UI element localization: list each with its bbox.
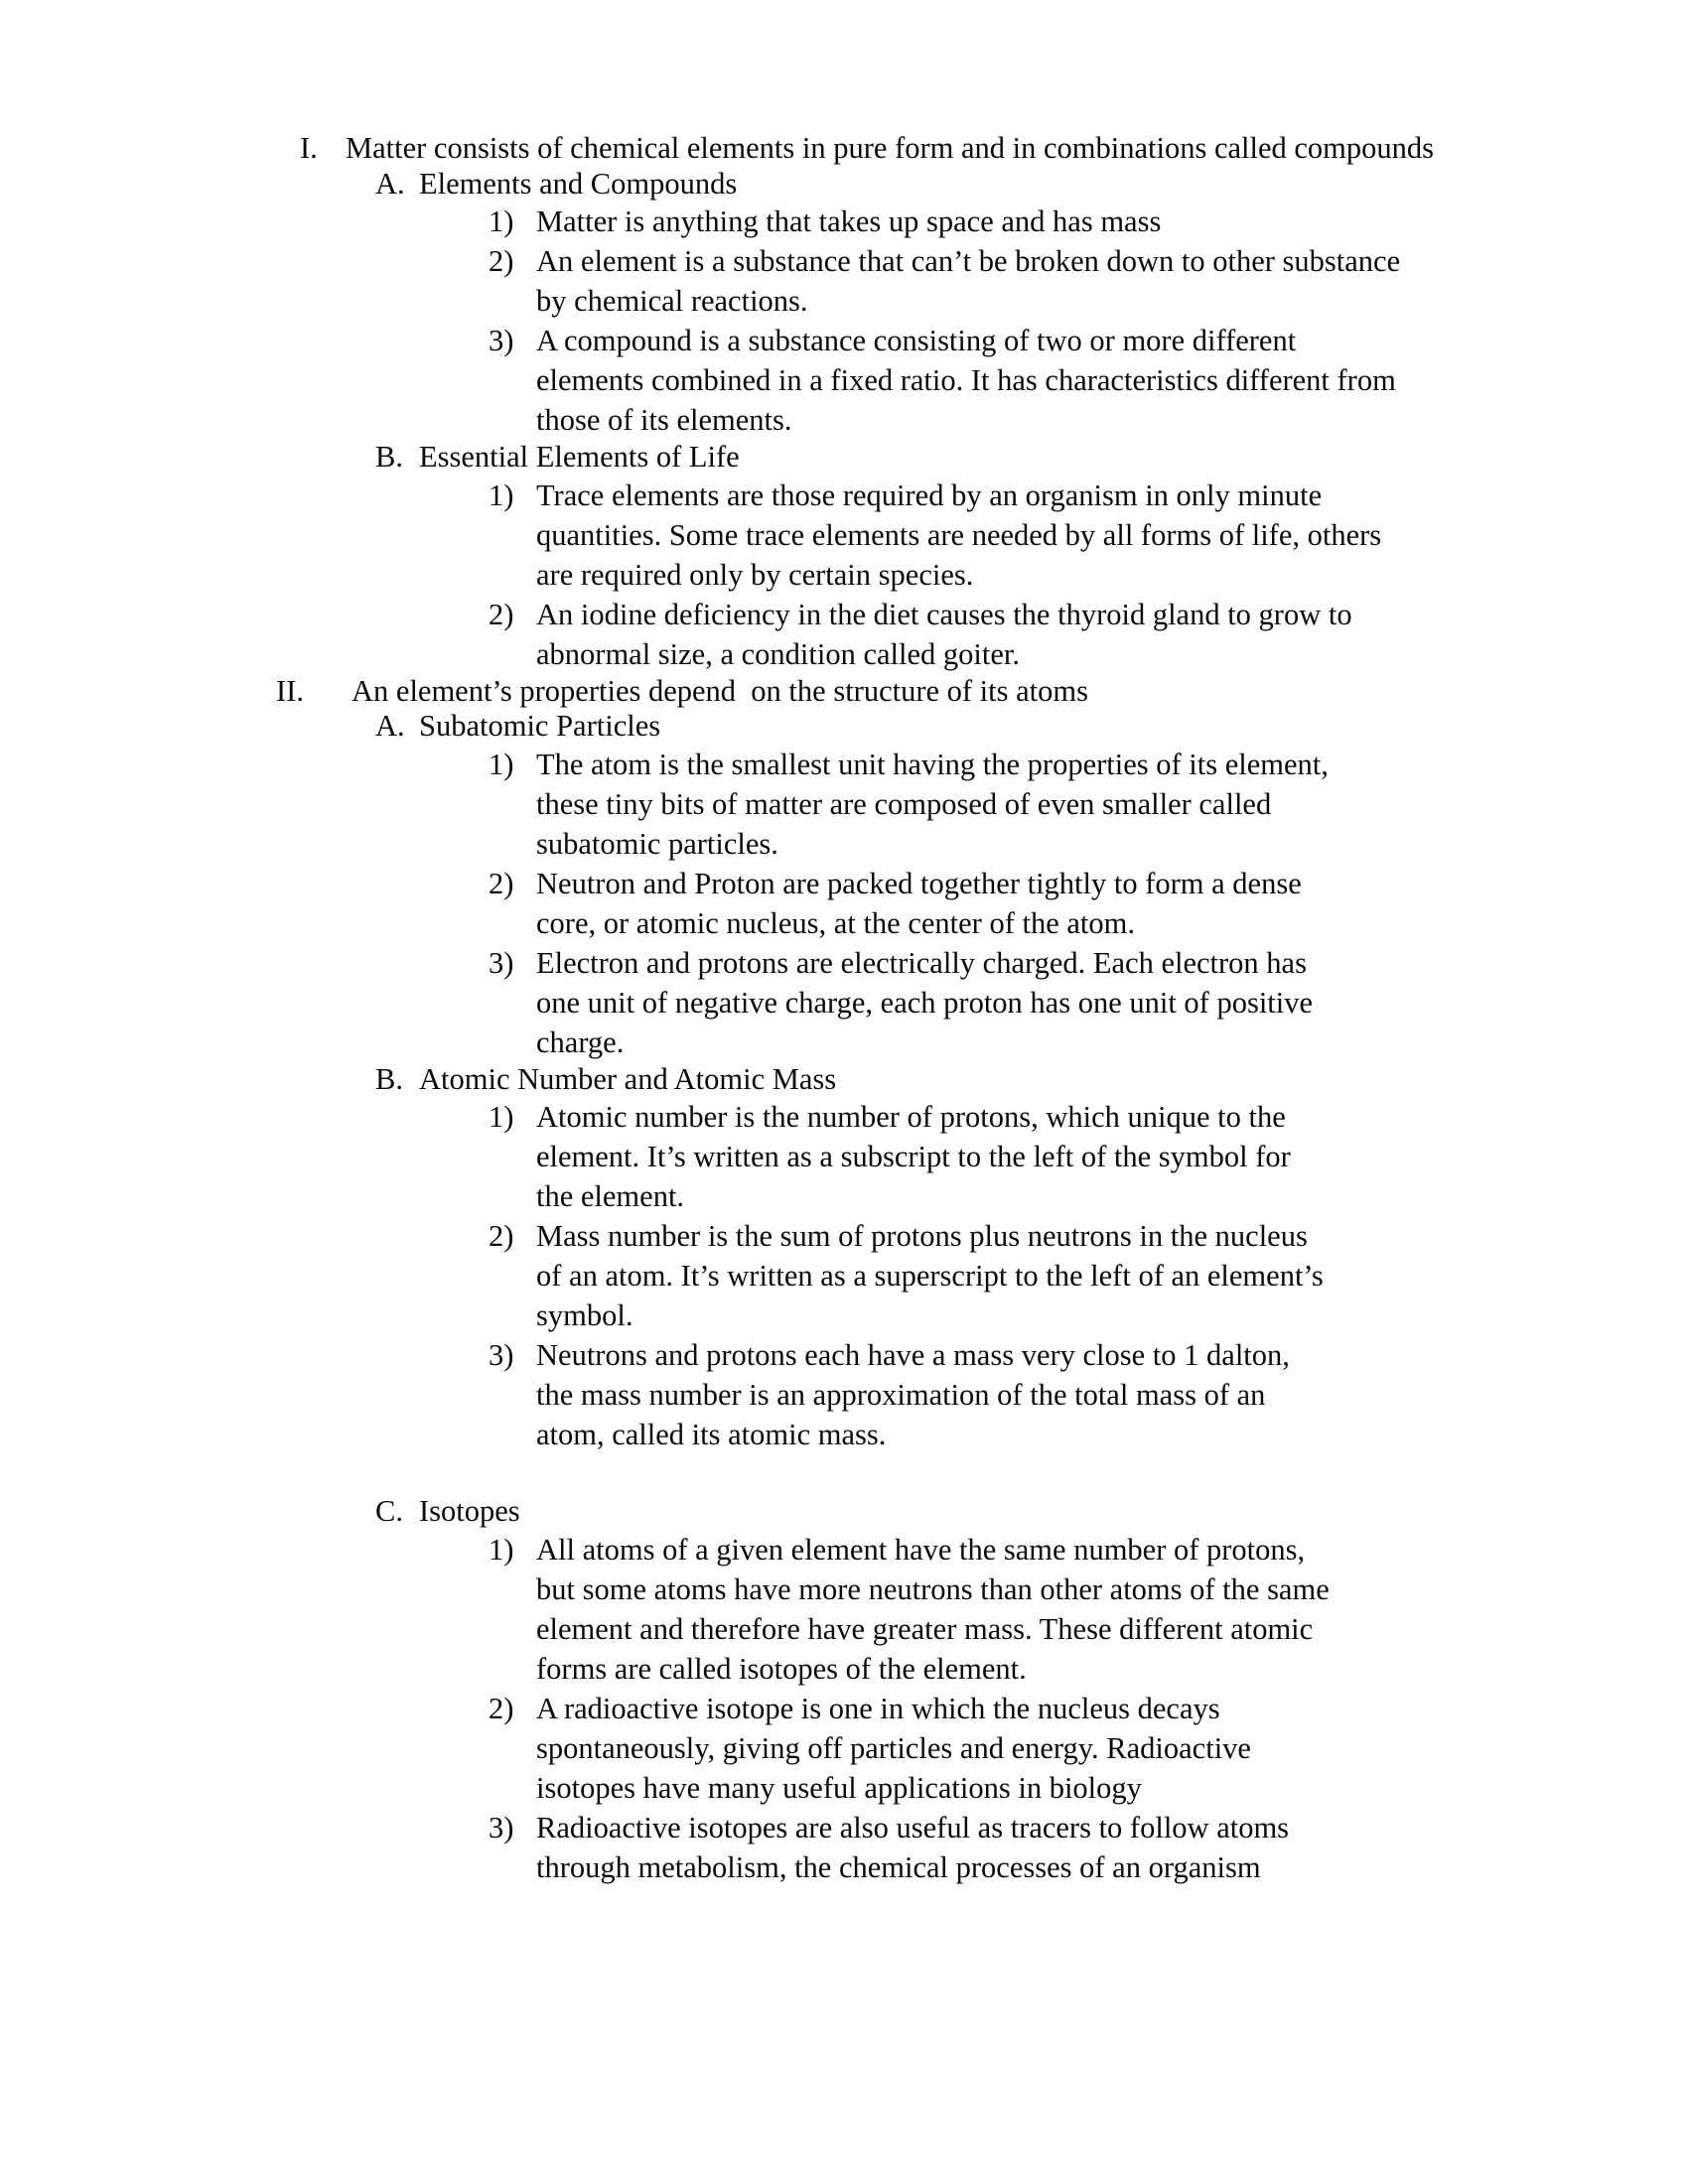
outline-marker: 1) <box>489 205 514 238</box>
outline-item-level2 <box>375 1062 1509 1098</box>
outline-text: Atomic Number and Atomic Mass <box>419 1061 837 1096</box>
outline-text: Trace elements are those required by an organism in only minute quantities. Some trace elements are needed by all forms of life, others are required only by certain species. <box>536 478 1389 592</box>
outline-item-level2 <box>375 709 1509 745</box>
outline-text: Atomic number is the number of protons, which unique to the element. It’s written as a subscript to the left of the symbol for the element. <box>536 1100 1299 1213</box>
outline-item-level3 <box>489 1530 1514 1689</box>
outline-item-level2 <box>375 440 1509 476</box>
outline-item-level3 <box>489 1335 1514 1454</box>
outline-marker: B. <box>375 1061 403 1096</box>
outline-marker: 1) <box>489 1532 514 1567</box>
outline-marker: A. <box>375 709 405 743</box>
outline-marker: 3) <box>489 1810 514 1844</box>
outline-item-level3 <box>489 1216 1514 1335</box>
outline-marker: B. <box>375 440 403 474</box>
blank-line-spacer <box>0 1454 1688 1494</box>
outline-item-level3 <box>489 1808 1514 1887</box>
outline-item-level3 <box>489 1689 1514 1808</box>
outline-item-level3 <box>489 321 1514 440</box>
outline-item-level1 <box>300 131 1509 167</box>
outline-item-level3 <box>489 595 1514 674</box>
outline-marker: 1) <box>489 1100 514 1134</box>
outline-text: Mass number is the sum of protons plus neutrons in the nucleus of an atom. It’s written as a superscript to the left of an element’s symbol. <box>536 1219 1332 1332</box>
outline-text: Elements and Compounds <box>419 166 738 201</box>
outline-item-level3 <box>489 202 1514 241</box>
outline-text: Isotopes <box>419 1494 520 1528</box>
outline-body <box>0 131 1688 1887</box>
outline-marker: 1) <box>489 747 514 781</box>
outline-text: Matter is anything that takes up space and has mass <box>536 205 1162 238</box>
outline-text: Neutrons and protons each have a mass very close to 1 dalton, the mass number is an approximation of the total mass of an atom, called its atomic mass. <box>536 1338 1298 1451</box>
outline-item-level3 <box>489 1097 1514 1216</box>
outline-item-level2 <box>375 167 1509 203</box>
outline-marker: 3) <box>489 1338 514 1372</box>
outline-item-level3 <box>489 864 1514 943</box>
outline-item-level3 <box>489 943 1514 1062</box>
outline-text: Essential Elements of Life <box>419 440 740 474</box>
outline-marker: 2) <box>489 244 514 278</box>
outline-text: Matter consists of chemical elements in pure form and in combinations called compounds <box>346 131 1435 165</box>
outline-text: An iodine deficiency in the diet causes the thyroid gland to grow to abnormal size, a condition called goiter. <box>536 597 1360 671</box>
outline-item-level3 <box>489 476 1514 595</box>
outline-text: An element’s properties depend on the structure of its atoms <box>352 673 1088 708</box>
outline-item-level3 <box>489 745 1514 864</box>
outline-item-level1 <box>276 674 1509 710</box>
outline-text: Subatomic Particles <box>419 709 661 743</box>
outline-marker: 2) <box>489 1691 514 1725</box>
outline-marker: 3) <box>489 324 514 357</box>
outline-marker: C. <box>375 1494 403 1528</box>
outline-text: An element is a substance that can’t be broken down to other substance by chemical reactions. <box>536 244 1408 318</box>
outline-text: The atom is the smallest unit having the properties of its element, these tiny bits of matter are composed of even smaller called subatomic particles. <box>536 747 1336 861</box>
outline-marker: 2) <box>489 866 514 900</box>
outline-text: A radioactive isotope is one in which the nucleus decays spontaneously, giving off particles and energy. Radioactive isotopes have many useful applications in biology <box>536 1691 1259 1805</box>
outline-marker: 2) <box>489 1219 514 1253</box>
outline-marker: 3) <box>489 945 514 980</box>
outline-marker: I. <box>300 131 318 165</box>
outline-text: Neutron and Proton are packed together tightly to form a dense core, or atomic nucleus, at the center of the atom. <box>536 866 1310 940</box>
outline-item-level3 <box>489 241 1514 321</box>
outline-marker: II. <box>276 673 304 708</box>
outline-item-level2 <box>375 1494 1509 1530</box>
outline-text: Electron and protons are electrically charged. Each electron has one unit of negative charge, each proton has one unit of positive charge. <box>536 945 1321 1059</box>
outline-marker: A. <box>375 166 405 201</box>
outline-text: Radioactive isotopes are also useful as tracers to follow atoms through metabolism, the chemical processes of an organism <box>536 1810 1297 1884</box>
outline-marker: 1) <box>489 478 514 512</box>
outline-text: A compound is a substance consisting of two or more different elements combined in a fixed ratio. It has characteristics different from those of its elements. <box>536 324 1404 437</box>
outline-text: All atoms of a given element have the same number of protons, but some atoms have more neutrons than other atoms of the same element and therefore have greater mass. These different atomic forms are called isotopes of the element. <box>536 1532 1337 1686</box>
outline-marker: 2) <box>489 597 514 631</box>
